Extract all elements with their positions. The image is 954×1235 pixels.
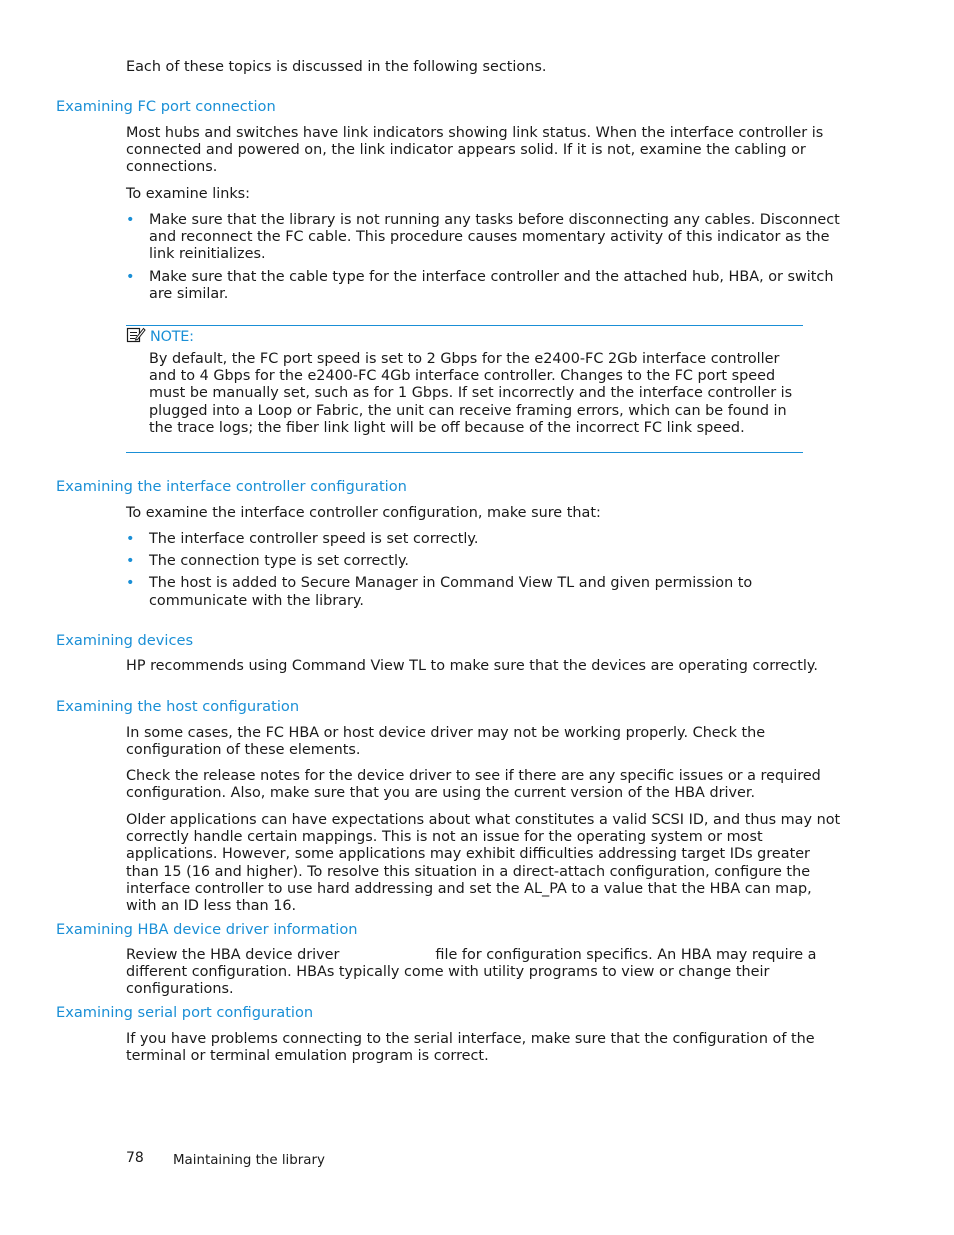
heading-devices: Examining devices — [56, 632, 194, 649]
list-item: • The connection type is set correctly. — [126, 553, 409, 570]
bullet-icon: • — [126, 268, 135, 285]
intro-text: Each of these topics is discussed in the following sections. — [126, 59, 547, 75]
heading-ic-config: Examining the interface controller configuration — [56, 478, 407, 495]
list-item: • The host is added to Secure Manager in Command View TL and given permission to communicate with the library. — [126, 575, 753, 609]
host-config-para-1: In some cases, the FC HBA or host device driver may not be working properly. Check the configuration of these elements. — [126, 725, 766, 759]
serial-para-1: If you have problems connecting to the serial interface, make sure that the configuration of the terminal or terminal emulation program is correct. — [126, 1031, 815, 1065]
ic-config-para-1: To examine the interface controller configuration, make sure that: — [126, 505, 601, 521]
page-number: 78 — [126, 1150, 144, 1166]
heading-fc-port: Examining FC port connection — [56, 98, 276, 115]
fc-port-para-1: Most hubs and switches have link indicators showing link status. When the interface controller is connected and powered on, the link indicator appears solid. If it is not, examine the cabling or connections. — [126, 125, 824, 176]
host-config-para-3: Older applications can have expectations about what constitutes a valid SCSI ID, and thus may not correctly handle certain mappings. This is not an issue for the operating system or most applications. However, some applications may exhibit difficulties addressing target IDs greater than 15 (16 and higher). To resolve this situation in a direct-attach configuration, configure the interface controller to use hard addressing and set the AL_PA to a value that the HBA can map, with an ID less than 16. — [126, 812, 841, 915]
note-bottom-rule — [126, 452, 803, 453]
note-label: NOTE: — [150, 329, 194, 345]
heading-serial: Examining serial port configuration — [56, 1004, 314, 1021]
list-item: • The interface controller speed is set correctly. — [126, 531, 479, 547]
footer-title: Maintaining the library — [173, 1153, 325, 1168]
fc-port-bullet-list — [126, 212, 842, 308]
fc-port-para-2: To examine links: — [126, 186, 251, 202]
bullet-icon: • — [126, 575, 135, 592]
bullet-icon: • — [126, 553, 135, 570]
hba-driver-para-1: Review the HBA device driver file for configuration specifics. An HBA may require a different configuration. HBAs typically come with utility programs to view or change their configurations. — [126, 947, 817, 998]
heading-hba-driver: Examining HBA device driver information — [56, 921, 358, 938]
bullet-icon: • — [126, 212, 135, 228]
note-body-text: By default, the FC port speed is set to 2 Gbps for the e2400-FC 2Gb interface controller and to 4 Gbps for the e2400-FC 4Gb interface controller. Changes to the FC port speed must be manually set, such as for 1 Gbps. If set incorrectly and the interface controller is plugged into a Loop or Fabric, the unit can receive framing errors, which can be found in the trace logs; the fiber link light will be off because of the incorrect FC link speed. — [149, 351, 793, 436]
ic-config-bullet-list — [126, 531, 842, 615]
list-item: • Make sure that the cable type for the interface controller and the attached hub, HBA, or switch are similar. — [126, 268, 834, 302]
devices-para-1: HP recommends using Command View TL to make sure that the devices are operating correctly. — [126, 658, 818, 674]
heading-host-config: Examining the host configuration — [56, 698, 300, 715]
note-top-rule — [126, 325, 803, 326]
note-pencil-icon — [126, 326, 146, 349]
bullet-icon: • — [126, 531, 135, 547]
note-header — [126, 326, 194, 349]
list-item: • Make sure that the library is not running any tasks before disconnecting any cables. Disconnect and reconnect the FC cable. This procedure causes momentary activity of this indicator as the link reinitializes. — [126, 212, 840, 263]
host-config-para-2: Check the release notes for the device driver to see if there are any specific issues or a required configuration. Also, make sure that you are using the current version of the HBA driver. — [126, 768, 821, 802]
